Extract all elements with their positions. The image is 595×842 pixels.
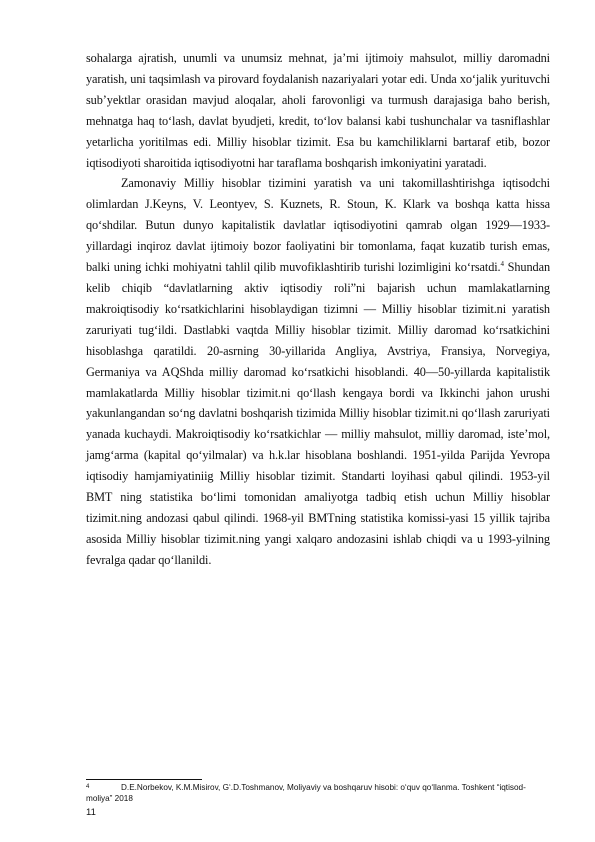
paragraph-2-text-b: Shundan kelib chiqib “davlatlarning aktiv iqtisodiy roli”ni bajarish uchun mamlakatlarning makroiqtisodiy ko‘rsatkichlarini hisoblaydigan tizimni — Milliy hisoblar tizimit.ni yaratish zaruriyati tug‘ildi. Dastlabki vaqtda Milliy hisoblar tizimit. Milliy daromad ko‘rsatkichini hisoblashga qaratildi. 20-asrning 30-yillarida Angliya, Avstriya, Fransiya, Norvegiya, Germaniya va AQShda milliy daromad ko‘rsatkichi hisoblandi. 40—50-yillarda kapitalistik mamlakatlarda Milliy hisoblar tizimit.ni qo‘llash kengaya bordi va Ikkinchi jahon urushi yakunlangandan so‘ng davlatni boshqarish tizimida Milliy hisoblar tizimit.ni qo‘llash zaruriyati yanada kuchaydi. Makroiqtisodiy ko‘rsatkichlar — milliy mahsulot, milliy daromad, iste’mol, jamg‘arma (kapital qo‘yilmalar) va h.k.lar hisoblana boshlandi. 1951-yilda Parijda Yevropa iqtisodiy hamjamiyatiniig Milliy hisoblar tizimit. Standarti loyihasi qabul qilindi. 1953-yil BMT ning statistika bo‘limi tomonidan amaliyotga tadbiq etish uchun Milliy hisoblar tizimit.ning andozasi qabul qilindi. 1968-yil BMTning statistika komissi-yasi 15 yillik tajriba asosida Milliy hisoblar tizimit.ning yangi xalqaro andozasini ishlab chiqdi va u 1993-yilning fevralga qadar qo‘llanildi. <box>86 260 550 567</box>
page-number: 11 <box>86 807 96 818</box>
paragraph-2-text-a: Zamonaviy Milliy hisoblar tizimini yaratish va uni takomillashtirishga iqtisodchi olimlardan J.Keyns, V. Leontyev, S. Kuznets, R. Stoun, K. Klark va boshqa katta hissa qo‘shdilar. Butun dunyo kapitalistik davlatlar iqtisodiyotini qamrab olgan 1929—1933-yillardagi inqiroz davlat ijtimoiy bozor faoliyatini bir tomonlama, faqat kuzatib turish emas, balki uning ichki mohiyatni tahlil qilib muvofiklashtirib turishi lozimligini ko‘rsatdi. <box>86 176 550 275</box>
footnote-divider <box>86 779 202 780</box>
paragraph-2 <box>86 173 550 570</box>
body-text <box>86 48 550 571</box>
paragraph-1: sohalarga ajratish, unumli va unumsiz mehnat, ja’mi ijtimoiy mahsulot, milliy daromadni yaratish, uni taqsimlash va pirovard foydalanish nazariyalari yotar edi. Unda xo‘jalik yurituvchi sub’yektlar orasidan mavjud aloqalar, aholi farovonligi va turmush darajasiga baho berish, mehnatga haq to‘lash, davlat byudjeti, kredit, to‘lov balansi kabi tushunchalar va tasniflashlar yetarlicha yoritilmas edi. Milliy hisoblar tizimit. Esa bu kamchiliklarni bartaraf etib, bozor iqtisodiyoti sharoitida iqtisodiyotni har taraflama boshqarish imkoniyatini yaratadi. <box>86 51 550 170</box>
footnote <box>86 782 550 804</box>
footnote-text: D.E.Norbekov, K.M.Misirov, G‘.D.Toshmanov, Moliyaviy va boshqaruv hisobi: o‘quv qo‘llanma. Toshkent “iqtisod-moliya” 2018 <box>86 783 526 803</box>
footnote-number: 4 <box>86 784 90 790</box>
footnote-reference[interactable]: 4 <box>500 260 504 269</box>
